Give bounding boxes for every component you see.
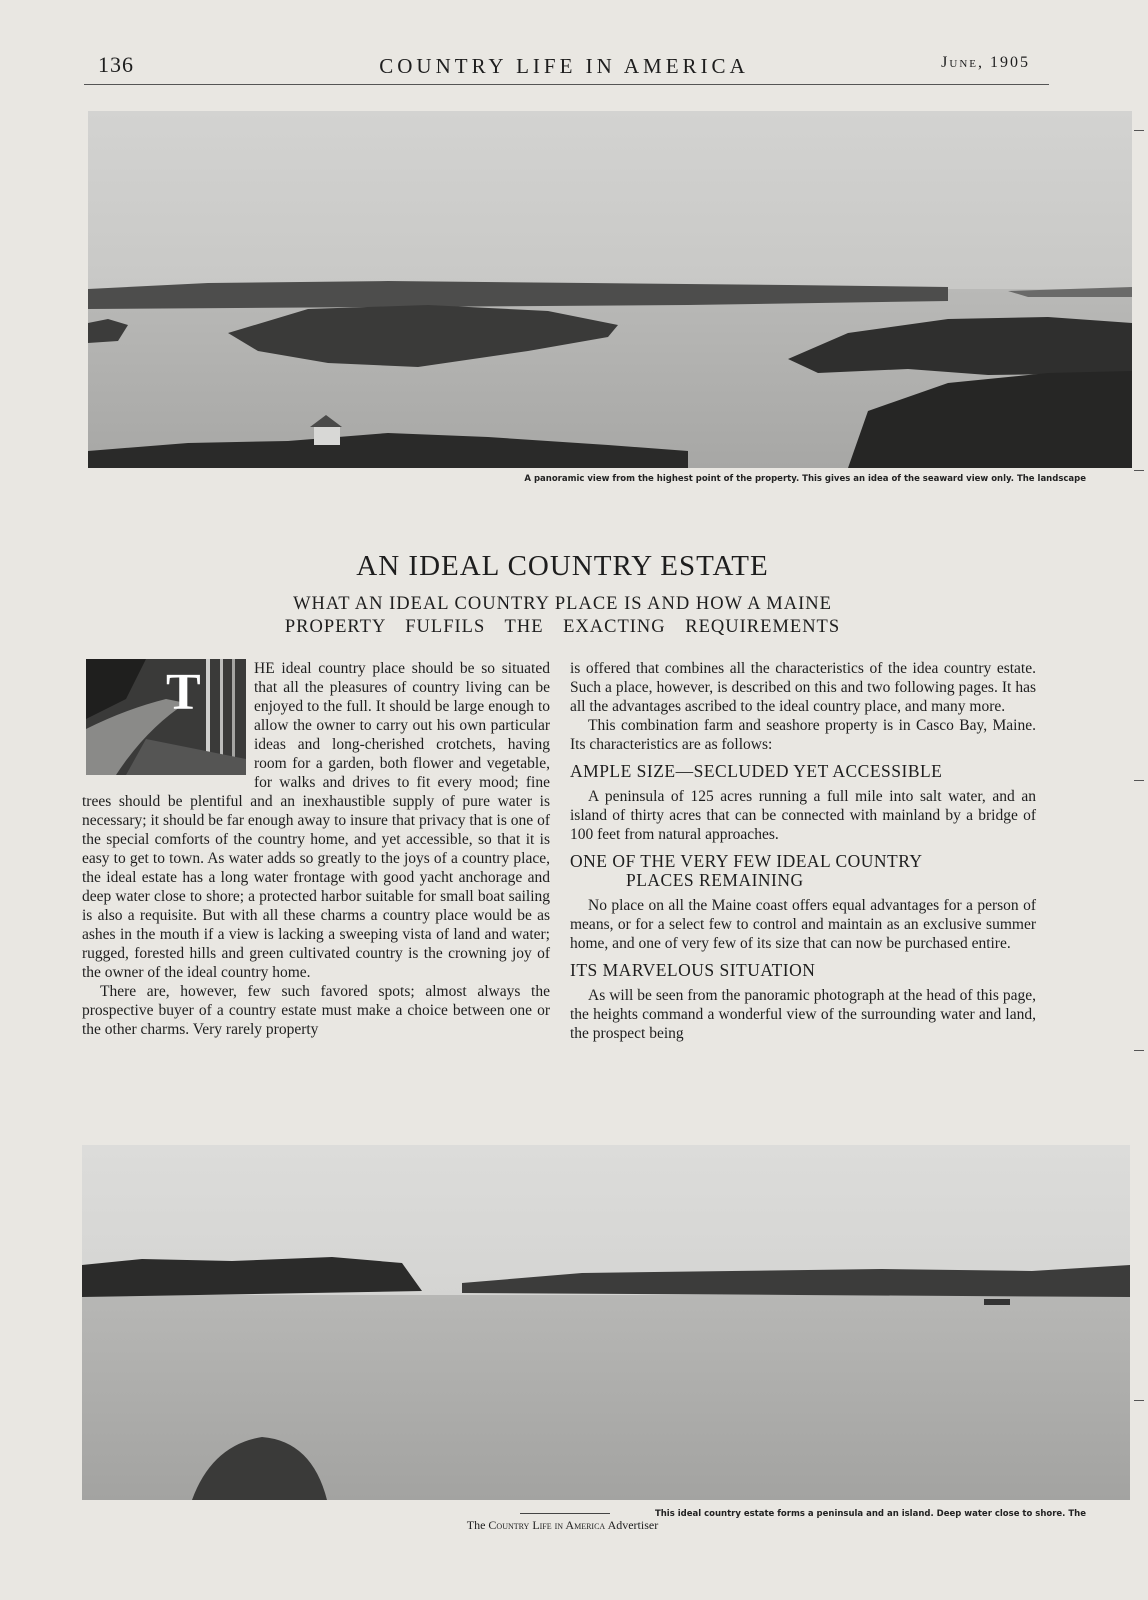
- peninsula-photo: [82, 1145, 1130, 1500]
- heading-few-ideal-line2: PLACES REMAINING: [626, 870, 804, 890]
- footer-prefix: The: [466, 1518, 486, 1532]
- magazine-title: COUNTRY LIFE IN AMERICA: [379, 54, 749, 78]
- paragraph-peninsula: A peninsula of 125 acres running a full mile into salt water, and an island of thirty acres that can be connected with mainland by a bridge of 100 feet from natural approaches.: [570, 788, 1036, 843]
- initial-letter: T: [166, 664, 201, 721]
- page-edge-mark: [1134, 1400, 1144, 1401]
- page-edge-mark: [1134, 470, 1144, 471]
- paragraph-combines: is offered that combines all the characteristics of the idea country estate. Such a place, however, is described on this and two following pages. It has all the advantages ascribed to the ideal country place, and many more.: [570, 660, 1036, 715]
- heading-situation: ITS MARVELOUS SITUATION: [570, 960, 816, 980]
- page-edge-mark: [1134, 1050, 1144, 1051]
- paragraph-panoramic: As will be seen from the panoramic photograph at the head of this page, the heights command a wonderful view of the surrounding water and land, the prospect being: [570, 987, 1036, 1042]
- heading-few-ideal: [570, 852, 1036, 890]
- paragraph-favored-spots: There are, however, few such favored spots; almost always the prospective buyer of a country estate must make a choice between one or the other charms. Very rarely property: [82, 983, 550, 1038]
- paragraph-intro: HE ideal country place should be so situated that all the pleasures of country living can be enjoyed to the full. It should be large enough to allow the owner to carry out his own particular ideas and long-cherished crotchets, having room for a garden, both flower and vegetable, for walks and drives to fit every mood; fine trees should be plentiful and an inexhaustible supply of pure water is necessary; it should be far enough away to insure that privacy that is one of the special comforts of the country home, and yet accessible, so that it is easy to get to town. As water adds so greatly to the joys of a country place, the ideal estate has a long water frontage with good yacht anchorage and deep water close to shore; a protected harbor suitable for small boat sailing is also a requisite. But with all these charms a country place would be as ashes in the mouth if a view is lacking a sweeping vista of land and water; rugged, forested hills and green cultivated country is the crowning joy of the owner of the ideal country home.: [82, 660, 550, 981]
- article-title: AN IDEAL COUNTRY ESTATE: [356, 550, 769, 582]
- issue-date: June, 1905: [941, 54, 1030, 71]
- page-edge-mark: [1134, 780, 1144, 781]
- footer-magazine-name: Country Life in America: [488, 1518, 606, 1532]
- advertiser-footer: [0, 1518, 1125, 1533]
- article-column-2: [570, 659, 1036, 1043]
- heading-ample-size: AMPLE SIZE—SECLUDED YET ACCESSIBLE: [570, 761, 943, 781]
- decorated-initial: [86, 659, 246, 775]
- paragraph-maine-coast: No place on all the Maine coast offers equal advantages for a person of means, or for a select few to control and maintain as an exclusive summer home, and one of very few of its size that can now be purchased entire.: [570, 897, 1036, 952]
- running-header: [84, 52, 1044, 82]
- article-subtitle-line1: WHAT AN IDEAL COUNTRY PLACE IS AND HOW A MAINE: [293, 594, 832, 614]
- footer-suffix: Advertiser: [607, 1518, 659, 1532]
- paragraph-casco-bay: This combination farm and seashore property is in Casco Bay, Maine. Its characteristics are as follows:: [570, 717, 1036, 753]
- top-photo-caption: A panoramic view from the highest point of the property. This gives an idea of the seaward view only. The landscape: [524, 474, 1086, 484]
- page-edge-mark: [1134, 130, 1144, 131]
- page-number: 136: [98, 52, 134, 77]
- footer-rule: [520, 1513, 610, 1514]
- heading-few-ideal-line1: ONE OF THE VERY FEW IDEAL COUNTRY: [570, 851, 923, 871]
- article-column-1: [82, 659, 550, 1039]
- header-rule: [84, 84, 1049, 85]
- bottom-photo-caption: This ideal country estate forms a peninsula and an island. Deep water close to shore. The: [654, 1509, 1086, 1519]
- panoramic-photo: [88, 111, 1132, 468]
- article-subtitle-line2: PROPERTY FULFILS THE EXACTING REQUIREMENTS: [284, 617, 841, 637]
